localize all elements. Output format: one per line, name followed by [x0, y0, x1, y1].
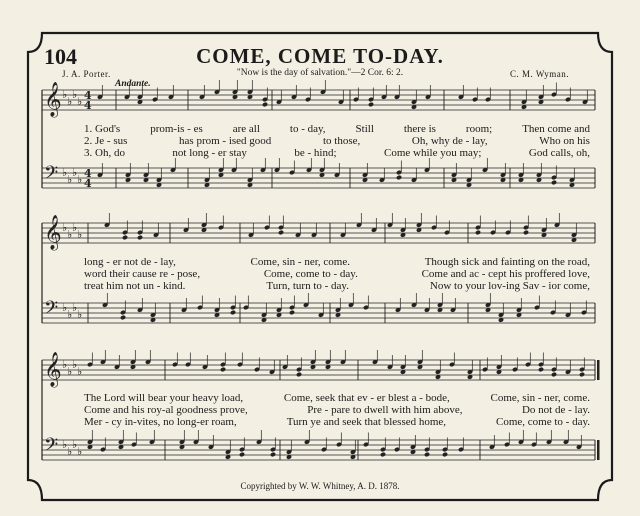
- lyric-line: [84, 268, 590, 280]
- note-head: [475, 230, 481, 236]
- treble-clef-icon: 𝄞: [44, 352, 62, 387]
- lyric-segment: long - er not de - lay,: [84, 256, 176, 268]
- flat-icon: ♭: [67, 95, 73, 108]
- lyric-segment: there is: [403, 123, 436, 135]
- flat-icon: ♭: [72, 221, 78, 234]
- flat-icon: ♭: [62, 358, 68, 371]
- lyricist: J. A. Porter.: [62, 69, 111, 79]
- lyric-line: [84, 392, 590, 404]
- note-head: [278, 230, 284, 236]
- flat-icon: ♭: [77, 173, 83, 186]
- note-head: [396, 175, 402, 181]
- note-head: [380, 452, 386, 458]
- note-head: [551, 180, 557, 186]
- flat-icon: ♭: [62, 301, 68, 314]
- flat-icon: ♭: [67, 308, 73, 321]
- lyric-line: [84, 404, 590, 416]
- flat-icon: ♭: [72, 88, 78, 101]
- copyright-notice: Copyrighted by W. W. Whitney, A. D. 1878.: [240, 481, 400, 491]
- lyric-segment: Come and ac - cept his proffered love,: [421, 268, 590, 280]
- lyric-line: [84, 416, 590, 428]
- flat-icon: ♭: [77, 445, 83, 458]
- lyric-segment: 1. God's: [84, 123, 121, 135]
- lyric-segment: Come, come to - day.: [263, 268, 358, 280]
- flat-icon: ♭: [62, 88, 68, 101]
- lyric-segment: to those,: [322, 135, 361, 147]
- note-head: [296, 372, 302, 378]
- lyric-segment: Come, seek that ev - er blest a - bode,: [283, 392, 450, 404]
- lyric-segment: prom-is - es: [150, 123, 203, 135]
- note-head: [120, 315, 126, 321]
- flat-icon: ♭: [62, 438, 68, 451]
- lyric-segment: Come, come to - day.: [496, 416, 590, 428]
- note-head: [551, 372, 557, 378]
- lyric-line: [84, 135, 590, 147]
- flat-icon: ♭: [67, 365, 73, 378]
- final-barline: [597, 360, 600, 380]
- note-head: [270, 452, 276, 458]
- lyric-segment: Turn ye and seek that blessed home,: [286, 416, 447, 428]
- note-head: [137, 235, 143, 241]
- lyric-segment: Though sick and fainting on the road,: [424, 256, 590, 268]
- lyric-segment: be - hind;: [294, 147, 337, 159]
- scripture-reference: "Now is the day of salvation."—2 Cor. 6: 2.: [236, 68, 404, 78]
- lyric-segment: 3. Oh, do: [84, 147, 125, 159]
- tempo-marking: Andante.: [115, 79, 151, 89]
- note-head: [368, 102, 374, 108]
- lyric-segment: not long - er stay: [172, 147, 247, 159]
- flat-icon: ♭: [72, 301, 78, 314]
- bass-clef-icon: 𝄢: [44, 435, 59, 460]
- note-head: [579, 372, 585, 378]
- note-head: [442, 452, 448, 458]
- flat-icon: ♭: [77, 95, 83, 108]
- time-signature: 4: [84, 89, 92, 102]
- final-barline: [597, 440, 600, 460]
- flat-icon: ♭: [67, 173, 73, 186]
- flat-icon: ♭: [72, 358, 78, 371]
- note-head: [122, 235, 128, 241]
- composer: C. M. Wyman.: [510, 69, 570, 79]
- time-signature: 4: [84, 177, 92, 190]
- lyric-segment: Come while you may;: [383, 147, 482, 159]
- lyric-segment: Who on his: [539, 135, 590, 147]
- lyric-segment: Turn, turn to - day.: [266, 280, 349, 292]
- lyric-segment: The Lord will bear your heavy load,: [84, 392, 244, 404]
- lyric-line: [84, 147, 590, 159]
- flat-icon: ♭: [62, 221, 68, 234]
- lyric-segment: are all: [232, 123, 260, 135]
- lyric-segment: to - day,: [289, 123, 326, 135]
- treble-clef-icon: 𝄞: [44, 215, 62, 250]
- lyric-segment: has prom - ised good: [179, 135, 272, 147]
- flat-icon: ♭: [72, 166, 78, 179]
- lyric-segment: Come and his roy-al goodness prove,: [84, 404, 248, 416]
- lyric-segment: Now to your lov-ing Sav - ior come,: [429, 280, 590, 292]
- time-signature: 4: [84, 167, 92, 180]
- flat-icon: ♭: [67, 445, 73, 458]
- lyric-line: [84, 123, 590, 135]
- lyric-segment: Pre - pare to dwell with him above,: [307, 404, 463, 416]
- lyric-line: [84, 280, 590, 292]
- lyric-segment: treat him not un - kind.: [84, 280, 186, 292]
- lyric-segment: Then come and: [522, 123, 590, 135]
- note-head: [538, 367, 544, 373]
- flat-icon: ♭: [77, 228, 83, 241]
- flat-icon: ♭: [72, 438, 78, 451]
- lyric-segment: 2. Je - sus: [84, 135, 128, 147]
- bass-clef-icon: 𝄢: [44, 298, 59, 323]
- bass-clef-icon: 𝄢: [44, 163, 59, 188]
- note-head: [523, 230, 529, 236]
- flat-icon: ♭: [77, 365, 83, 378]
- hymn-title: COME, COME TO-DAY.: [196, 44, 444, 68]
- note-head: [289, 310, 295, 316]
- lyric-segment: Do not de - lay.: [521, 404, 590, 416]
- note-head: [424, 452, 430, 458]
- treble-clef-icon: 𝄞: [44, 82, 62, 117]
- note-head: [262, 102, 268, 108]
- lyric-segment: Still: [355, 123, 374, 135]
- note-head: [220, 367, 226, 373]
- lyric-segment: Oh, why de - lay,: [411, 135, 488, 147]
- lyric-segment: Come, sin - ner, come.: [250, 256, 350, 268]
- flat-icon: ♭: [62, 166, 68, 179]
- lyric-segment: word their cause re - pose,: [84, 268, 201, 280]
- lyric-segment: God calls, oh,: [528, 147, 590, 159]
- note-head: [230, 310, 236, 316]
- lyric-line: [84, 256, 590, 268]
- lyric-segment: room;: [465, 123, 493, 135]
- time-signature: 4: [84, 99, 92, 112]
- flat-icon: ♭: [77, 308, 83, 321]
- lyric-segment: Mer - cy in-vites, no long-er roam,: [84, 416, 237, 428]
- flat-icon: ♭: [67, 228, 73, 241]
- lyric-segment: Come, sin - ner, come.: [490, 392, 590, 404]
- hymn-number: 104: [44, 44, 77, 69]
- note-head: [239, 452, 245, 458]
